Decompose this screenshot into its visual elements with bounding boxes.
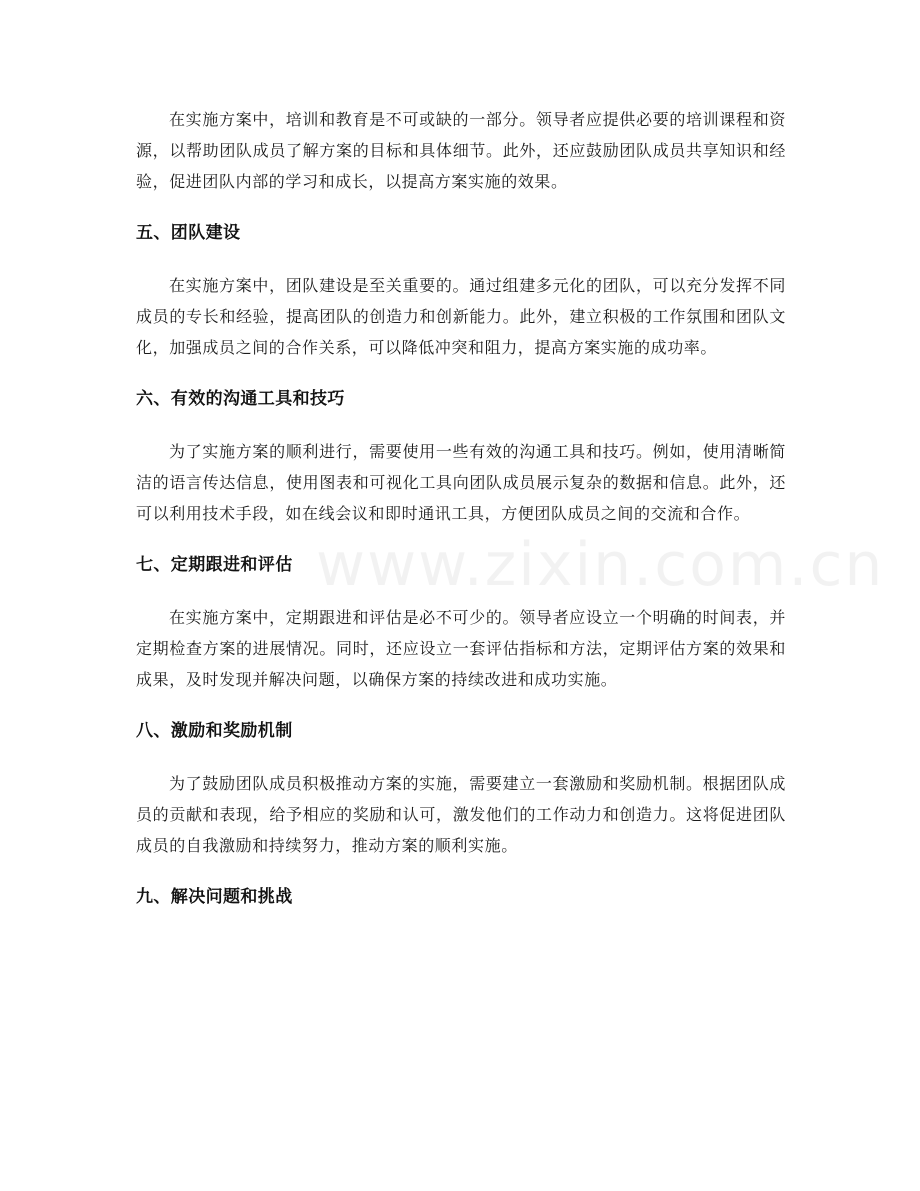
section-heading-follow-up: 七、定期跟进和评估	[136, 555, 293, 575]
section-heading-team-building: 五、团队建设	[136, 223, 241, 243]
paragraph-follow-up: 在实施方案中，定期跟进和评估是必不可少的。领导者应设立一个明确的时间表，并定期检查方案的进展情况。同时，还应设立一套评估指标和方法，定期评估方案的效果和成果，及时发现并解决问题，以确保方案的持续改进和成功实施。	[136, 608, 786, 689]
paragraph-communication: 为了实施方案的顺利进行，需要使用一些有效的沟通工具和技巧。例如，使用清晰简洁的语言传达信息，使用图表和可视化工具向团队成员展示复杂的数据和信息。此外，还可以利用技术手段，如在线会议和即时通讯工具，方便团队成员之间的交流和合作。	[136, 442, 786, 523]
section-heading-incentives: 八、激励和奖励机制	[136, 721, 293, 741]
paragraph-training: 在实施方案中，培训和教育是不可或缺的一部分。领导者应提供必要的培训课程和资源，以帮助团队成员了解方案的目标和具体细节。此外，还应鼓励团队成员共享知识和经验，促进团队内部的学习和成长，以提高方案实施的效果。	[136, 110, 786, 191]
paragraph-team-building: 在实施方案中，团队建设是至关重要的。通过组建多元化的团队，可以充分发挥不同成员的专长和经验，提高团队的创造力和创新能力。此外，建立积极的工作氛围和团队文化，加强成员之间的合作关系，可以降低冲突和阻力，提高方案实施的成功率。	[136, 276, 786, 357]
section-heading-problems: 九、解决问题和挑战	[136, 887, 293, 907]
paragraph-incentives: 为了鼓励团队成员积极推动方案的实施，需要建立一套激励和奖励机制。根据团队成员的贡献和表现，给予相应的奖励和认可，激发他们的工作动力和创造力。这将促进团队成员的自我激励和持续努力，推动方案的顺利实施。	[136, 774, 786, 855]
section-heading-communication: 六、有效的沟通工具和技巧	[136, 389, 345, 409]
watermark: www.zixin.com.cn	[316, 530, 885, 600]
document-body	[136, 104, 786, 913]
